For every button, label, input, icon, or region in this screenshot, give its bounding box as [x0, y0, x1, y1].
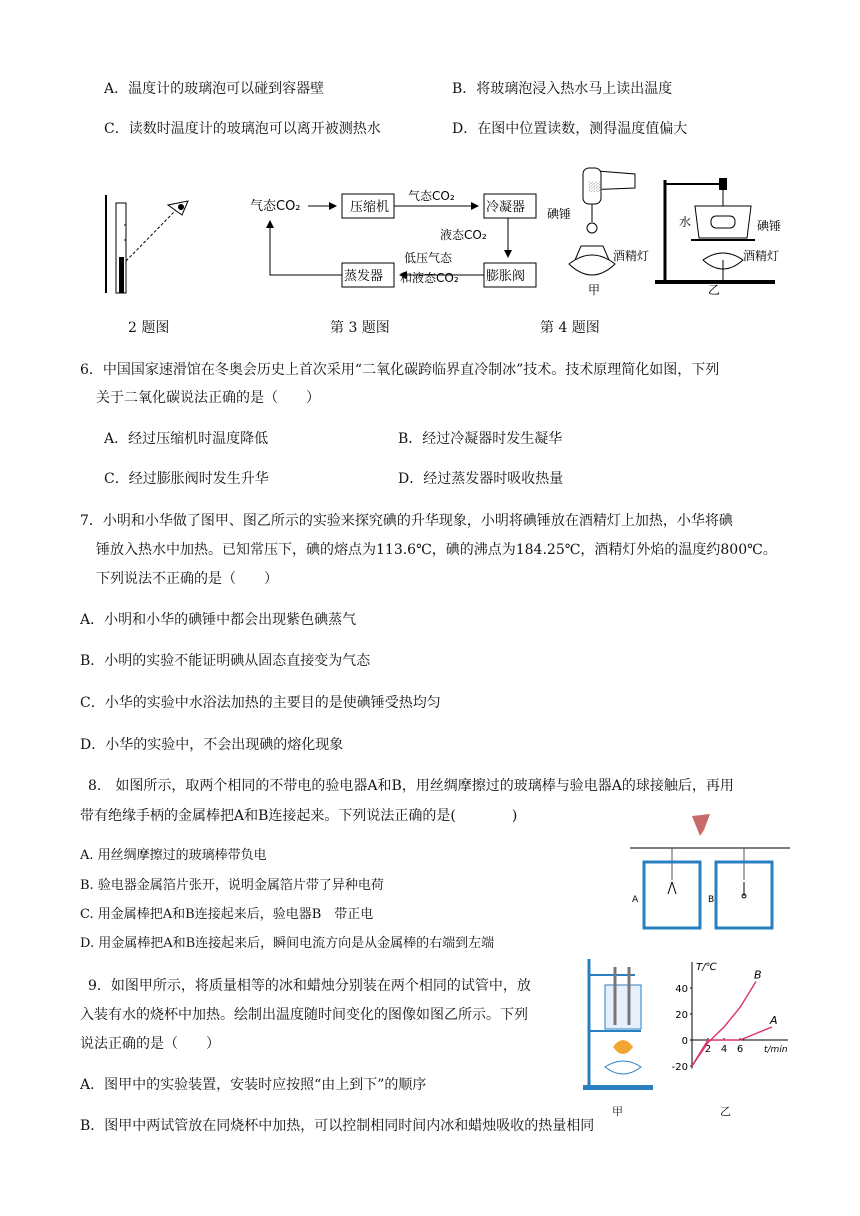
- chart-x-tick-label: 2: [704, 1044, 712, 1055]
- expansion-valve-box-label: 膨胀阀: [486, 269, 526, 284]
- caption-fig4: 第 4 题图: [540, 320, 600, 336]
- q7-stem-line2: 锤放入热水中加热。已知常压下，碘的熔点为113.6℃，碘的沸点为184.25℃，酒精灯外焰的温度约800℃。: [96, 542, 777, 558]
- q6-stem-line1: 6．中国国家速滑馆在冬奥会历史上首次采用“二氧化碳跨临界直冷制冰”技术。技术原理简化如图，下列: [80, 362, 720, 378]
- q8-stem-line2: 带有绝缘手柄的金属棒把A和B连接起来。下列说法正确的是( ): [80, 808, 518, 824]
- label-yi-fig9: 乙: [720, 1105, 731, 1118]
- q8-option-b: B. 验电器金属箔片张开，说明金属箔片带了异种电荷: [80, 878, 384, 893]
- iodine-experiment-figure: [545, 160, 795, 300]
- label-yi-fig4: 乙: [708, 283, 721, 297]
- electroscope-a-label: A: [632, 895, 639, 905]
- q5-option-a: A．温度计的玻璃泡可以碰到容器壁: [104, 81, 325, 97]
- q9-option-b: B．图甲中两试管放在同烧杯中加热，可以控制相同时间内冰和蜡烛吸收的热量相同: [80, 1118, 595, 1134]
- chart-y-axis-label: T/℃: [696, 962, 717, 973]
- chart-series-label-B: B: [754, 968, 762, 982]
- chart-x-axis-label: t/min: [764, 1045, 788, 1055]
- svg-text:░░: ░░: [589, 183, 603, 193]
- alcohol-lamp-label-left: 酒精灯: [613, 249, 650, 263]
- q6-option-a: A．经过压缩机时温度降低: [104, 431, 269, 447]
- q5-option-c: C．读数时温度计的玻璃泡可以离开被测热水: [104, 121, 381, 137]
- electroscope-b-label: B: [708, 895, 715, 905]
- q9-stem-line2: 入装有水的烧杯中加热。绘制出温度随时间变化的图像如图乙所示。下列: [80, 1007, 528, 1023]
- q8-option-a: A. 用丝绸摩擦过的玻璃棒带负电: [80, 848, 267, 863]
- label-jia-fig4: 甲: [588, 283, 601, 297]
- q7-option-a: A．小明和小华的碘锤中都会出现紫色碘蒸气: [80, 612, 357, 628]
- iodine-hammer-label-left: 碘锤: [547, 207, 572, 221]
- q7-stem-line1: 7．小明和小华做了图甲、图乙所示的实验来探究碘的升华现象，小明将碘锤放在酒精灯上加热，小华将碘: [80, 513, 733, 529]
- compressor-box-label: 压缩机: [350, 200, 390, 215]
- chart-y-tick-label: 40: [675, 984, 688, 995]
- liquid-co2-label: 液态CO₂: [440, 228, 487, 242]
- q9-stem-line3: 说法正确的是（ ）: [80, 1036, 220, 1052]
- chart-y-tick-label: -20: [671, 1062, 688, 1073]
- q8-option-d: D. 用金属棒把A和B连接起来后，瞬间电流方向是从金属棒的右端到左端: [80, 936, 495, 951]
- chart-x-tick-label: 4: [720, 1044, 728, 1055]
- chart-series-label-A: A: [770, 1014, 778, 1027]
- co2-cycle-diagram: [240, 185, 540, 295]
- label-jia-fig9: 甲: [612, 1105, 623, 1118]
- q9-stem-line1: 9．如图甲所示，将质量相等的冰和蜡烛分别装在两个相同的试管中，放: [88, 978, 531, 994]
- low-pressure-label-2: 和液态CO₂: [400, 271, 459, 285]
- q5-option-b: B．将玻璃泡浸入热水马上读出温度: [452, 81, 673, 97]
- evaporator-box-label: 蒸发器: [344, 269, 384, 284]
- alcohol-lamp-label-right: 酒精灯: [743, 249, 780, 263]
- q6-option-c: C．经过膨胀阀时发生升华: [104, 471, 269, 487]
- condenser-box-label: 冷凝器: [486, 200, 526, 215]
- q8-option-c: C. 用金属棒把A和B连接起来后，验电器B 带正电: [80, 907, 374, 922]
- low-pressure-label-1: 低压气态: [404, 251, 453, 265]
- temperature-time-chart: [660, 958, 800, 1088]
- q7-option-c: C．小华的实验中水浴法加热的主要目的是使碘锤受热均匀: [80, 695, 441, 711]
- chart-y-tick-label: 20: [675, 1010, 688, 1021]
- thermometer-figure: [98, 195, 198, 295]
- electroscope-figure: [630, 810, 790, 935]
- q7-option-b: B．小明的实验不能证明碘从固态直接变为气态: [80, 653, 371, 669]
- heating-apparatus-figure: [575, 955, 665, 1105]
- chart-series-line-A: [692, 1027, 772, 1066]
- q6-option-d: D．经过蒸发器时吸收热量: [398, 471, 564, 487]
- q6-stem-line2: 关于二氧化碳说法正确的是（ ）: [96, 390, 320, 406]
- gas-co2-label: 气态CO₂: [250, 199, 301, 214]
- gas-co2-top-label: 气态CO₂: [408, 189, 455, 203]
- iodine-hammer-label-right: 碘锤: [757, 219, 782, 233]
- q8-stem-line1: 8. 如图所示，取两个相同的不带电的验电器A和B，用丝绸摩擦过的玻璃棒与验电器A的球接触后，再用: [88, 778, 734, 794]
- q5-option-d: D．在图中位置读数，测得温度值偏大: [452, 121, 688, 137]
- chart-y-tick-label: 0: [681, 1036, 688, 1047]
- q7-stem-line3: 下列说法不正确的是（ ）: [96, 571, 278, 587]
- water-label: 水: [679, 215, 692, 229]
- q6-option-b: B．经过冷凝器时发生凝华: [398, 431, 563, 447]
- caption-fig3: 第 3 题图: [330, 320, 390, 336]
- q7-option-d: D．小华的实验中，不会出现碘的熔化现象: [80, 737, 344, 753]
- q9-option-a: A．图甲中的实验装置，安装时应按照“由上到下”的顺序: [80, 1077, 427, 1093]
- chart-x-tick-label: 6: [736, 1044, 744, 1055]
- caption-fig2: 2 题图: [128, 320, 170, 336]
